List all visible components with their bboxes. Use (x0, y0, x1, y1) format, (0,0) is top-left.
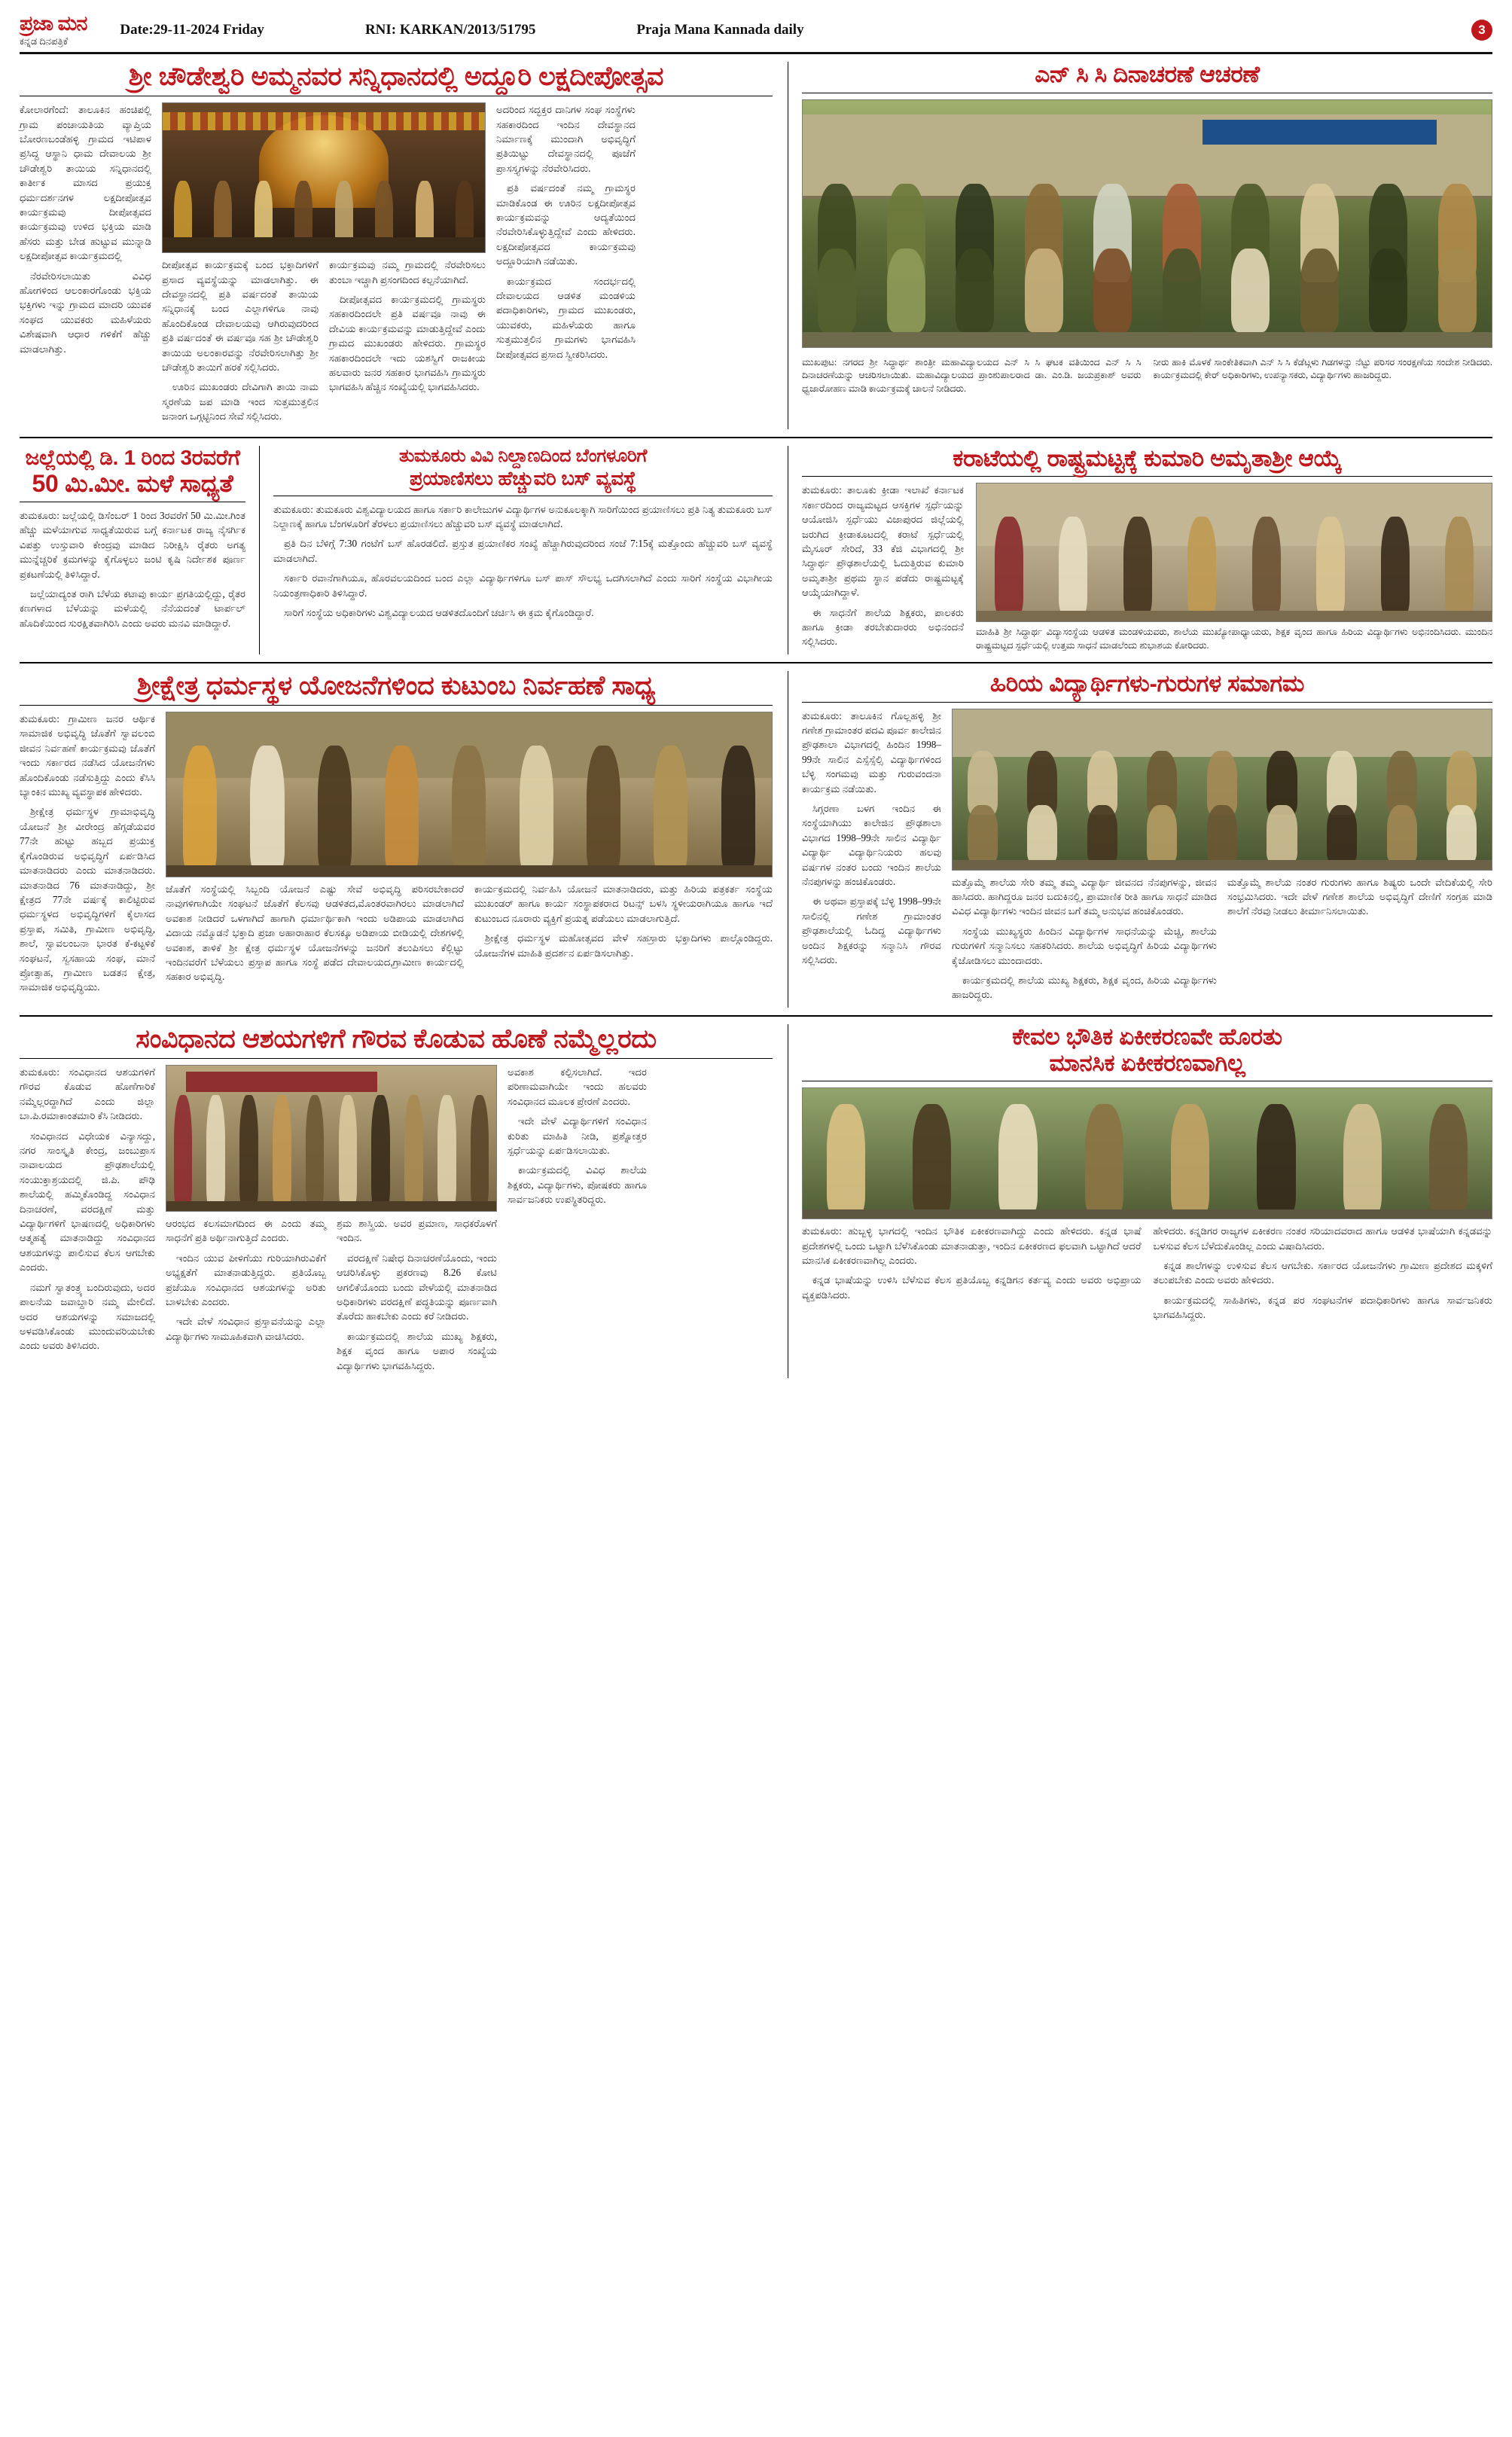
story-chowdeshwari-photo (162, 102, 486, 253)
masthead (20, 14, 1492, 54)
story-ncc-day (788, 62, 1492, 429)
story-chowdeshwari-col3: ಕಾರ್ಯಕ್ರಮವು ನಮ್ಮ ಗ್ರಾಮದಲ್ಲಿ ನೆರವೇರಿಸಲು ತುಂಬಾ ಇಚ್ಚಾಗಿ ಪ್ರಸಂಗದಿಂದ ಕಲ್ಪನೆಯಾಗಿದೆ. ದೀಪೋತ್ಸವದ ಕಾರ್ಯಕ್ರಮದಲ್ಲಿ ಗ್ರಾಮಸ್ಥರು ಸಹಕಾರದಿಂದಲೇ ಪ್ರತಿ ವರ್ಷವೂ ನಾವು ಈ ದೇವಿಯ ಕಾರ್ಯಕ್ರಮವನ್ನು ಮಾಡುತ್ತಿದ್ದೇವೆ ಎಂದು ಗ್ರಾಮದ ಮುಖಂಡರು ಹೇಳಿದರು. ಗ್ರಾಮಸ್ಥರ ಸಹಕಾರದಿಂದಲೇ ಇದು ಯಶಸ್ವಿಗೆ ರಾಜಕೀಯ ಹಲವಾರು ಜನರ ಸಹಕಾರ ಭಾಗವಹಿಸಿ ಗ್ರಾಮಸ್ಥರು ಭಾಗವಹಿಸಿ ಹೆಚ್ಚಿನ ಸಂಖ್ಯೆಯಲ್ಲಿ ಭಾಗವಹಿಸಿದರು. (329, 259, 486, 393)
story-extra-bus-body: ತುಮಕೂರು: ತುಮಕೂರು ವಿಶ್ವವಿದ್ಯಾಲಯದ ಹಾಗೂ ಸರ್ಕಾರಿ ಕಾಲೇಜುಗಳ ವಿದ್ಯಾರ್ಥಿಗಳ ಅನುಕೂಲಕ್ಕಾಗಿ ಸಾರಿಗೆಯಿಂದ ಪ್ರಯಾಣಿಸಲು ಪ್ರತಿ ನಿತ್ಯ ತುಮಕೂರು ಬಸ್ ನಿಲ್ದಾಣಕ್ಕೆ ಹಾಗೂ ಬೆಂಗಳೂರಿಗೆ ತೆರಳಲು ಪ್ರಯಾಣಿಸಲು ಹೆಚ್ಚುವರಿ ಬಸ್ ವ್ಯವಸ್ಥೆ ಮಾಡಲಾಗಿದೆ. ಪ್ರತಿ ದಿನ ಬೆಳಿಗ್ಗೆ 7:30 ಗಂಟೆಗೆ ಬಸ್ ಹೊರಡಲಿದೆ. ಪ್ರಸ್ತುತ ಪ್ರಯಾಣಿಕರ ಸಂಖ್ಯೆ ಹೆಚ್ಚಾಗಿರುವುದರಿಂದ ಸಂಜೆ 7:15ಕ್ಕೆ ಮತ್ತೊಂದು ಹೆಚ್ಚುವರಿ ಬಸ್ ವ್ಯವಸ್ಥೆ ಮಾಡಲಾಗಿದೆ. ಸರ್ಕಾರಿ ರವಾನೆಗಾಗಿಯೂ, ಹೊರವಲಯದಿಂದ ಬಂದ ಎಲ್ಲಾ ವಿದ್ಯಾರ್ಥಿಗಳಿಗೂ ಬಸ್ ಪಾಸ್ ಸೌಲಭ್ಯ ಒದಗಿಸಲಾಗಿದೆ ಎಂದು ಸಾರಿಗೆ ಸಂಸ್ಥೆಯ ವಿಭಾಗೀಯ ನಿಯಂತ್ರಣಾಧಿಕಾರಿ ತಿಳಿಸಿದ್ದಾರೆ. ಸಾರಿಗೆ ಸಂಸ್ಥೆಯ ಅಧಿಕಾರಿಗಳು ವಿಶ್ವವಿದ್ಯಾಲಯದ ಆಡಳಿತದೊಂದಿಗೆ ಚರ್ಚಿಸಿ ಈ ಕ್ರಮ ಕೈಗೊಂಡಿದ್ದಾರೆ. (273, 503, 773, 619)
story-unification-headline-2: ಮಾನಸಿಕ ಏಕೀಕರಣವಾಗಿಲ್ಲ (1049, 1049, 1245, 1076)
second-zone (20, 446, 1492, 654)
story-karate-photo (976, 483, 1492, 622)
dais-row (166, 746, 772, 874)
story-constitution-photo (166, 1065, 497, 1212)
story-dharmasthala-photo (166, 712, 773, 877)
group-row-front (953, 805, 1492, 863)
story-alumni-meet-col1: ತುಮಕೂರು: ತಾಲೂಕಿನ ಗೊಲ್ಲಹಳ್ಳಿ ಶ್ರೀ ಗಣೇಶ ಗ್ರಾಮಾಂತರ ಪದವಿ ಪೂರ್ವ ಕಾಲೇಜಿನ ಪ್ರೌಢಶಾಲಾ ವಿಭಾಗದಲ್ಲಿ ಹಿಂದಿನ 1998–99ನೇ ಸಾಲಿನ ಎಸ್ಸೆಸ್ಸೆಲ್ಸಿ ವಿದ್ಯಾರ್ಥಿಗಳಿಂದ ಬೆಳ್ಳಿ ಸಂಗಮವು ಮತ್ತು ಗುರುವಂದನಾ ಕಾರ್ಯಕ್ರಮ ನಡೆಯಿತು. ಸಿಗ್ಗರಣಾ ಬಳಗ ಇಂದಿನ ಈ ಸಂಸ್ಥೆಯಾಗಿಯು ಕಾಲೇಜಿನ ಪ್ರೌಢಶಾಲಾ ವಿಭಾಗದ 1998–99ನೇ ಸಾಲಿನ ವಿದ್ಯಾರ್ಥಿ ವಿದ್ಯಾರ್ಥಿ ವಿದ್ಯಾರ್ಥಿನಿಯರು ಹಲವು ವರ್ಷಗಳ ನಂತರ ಬಂದು ಇಂದಿನ ಶಾಲೆಯ ನೆನಪುಗಳನ್ನು ಹಂಚಿಕೊಂಡರು. ಈ ಅಥವಾ ಪ್ರಸ್ತಾಪಕ್ಕೆ ಬೆಳ್ಳಿ 1998–99ನೇ ಸಾಲಿನಲ್ಲಿ ಗಣೇಶ ಗ್ರಾಮಾಂತರ ಪ್ರೌಢಶಾಲೆಯಲ್ಲಿ ಓದಿದ್ದ ವಿದ್ಯಾರ್ಥಿಗಳು ಅಂದಿನ ಶಿಕ್ಷಕರನ್ನು ಸನ್ಮಾನಿಸಿ ಗೌರವ ಸಲ್ಲಿಸಿದರು. (802, 709, 941, 966)
cadet-row-front (803, 249, 1492, 333)
school-wall (953, 709, 1492, 758)
divider (20, 1015, 1492, 1017)
divider (20, 437, 1492, 438)
story-rain-forecast (20, 446, 245, 654)
story-constitution (20, 1024, 773, 1378)
story-unification-headline-1: ಕೇವಲ ಭೌತಿಕ ಏಕೀಕರಣವೇ ಹೊರತು (1012, 1023, 1282, 1050)
story-ncc-day-photo (802, 99, 1492, 348)
flower-garland (163, 112, 485, 130)
story-extra-bus-headline-2: ಪ್ರಯಾಣಿಸಲು ಹೆಚ್ಚುವರಿ ಬಸ್ ವ್ಯವಸ್ಥೆ (409, 466, 637, 490)
page-number-badge: 3 (1471, 20, 1492, 41)
story-ncc-day-headline: ಎನ್ ಸಿ ಸಿ ದಿನಾಚರಣೆ ಆಚರಣೆ (1035, 61, 1260, 87)
story-unification (788, 1024, 1492, 1378)
story-extra-bus (259, 446, 773, 654)
story-dharmasthala-col2: ಜೊತೆಗೆ ಸಂಸ್ಥೆಯಲ್ಲಿ ಸಿಬ್ಬಂದಿ ಯೋಜನೆ ಎಷ್ಟು ಸೇವೆ ಅಭಿವೃದ್ಧಿ ಪರಿಸರಬೇಕಾದರೆ ನಾವುಗಳಿಗಾಗಿಯೇ ಸಂಘಟನೆ ಜೊತೆಗೆ ಕೆಲಸವು ಆಡಳಿತದ,ಮೊಂತರವಾಗಿರಲು ಮಾಡಲಾಗಿದೆ ಅವಕಾಶ ನೀಡಿದರೆ ಒಳಗಾಗಿದೆ ಹಾಗಾಗಿ ಧರ್ಮಾರ್ಥಿಕಾಗಿ ಇಂದು ಅಡಿಪಾಯ ಮಾಡಲಾಗಿದ ವಿದಾಯ ನಮ್ಮೊಡನೆ ಭಕ್ತಾದಿ ಪ್ರಜಾ ಅಹಾರಾಹಾರ ಕೆಲಸಕ್ಕೂ ಅಡಿಪಾಯ ಬೀಡಿಯಲ್ಲಿ ದೇಶಗಳಲ್ಲಿ ಅವಕಾಶ, ತಾಳಿಕೆ ಶ್ರೀ ಕ್ಷೇತ್ರ ಧರ್ಮಸ್ಥಳ ಯೋಜನೆಗಳನ್ನು ಜನರಿಗೆ ತಲುಪಿಸಲು ಕೆಲ್ಲಿಟ್ಟು ಇಂದಿನವರೆಗೆ ಬೆಳೆಯಲು ಪ್ರಸ್ತಾಪ ಹಾಗೂ ಸಂಸ್ಥೆ ಪಡೆದ ದೇವಾಲಯದ,ಗ್ರಾಮೀಣ ಕಾರ್ಯದಲ್ಲಿ ಸಹಕಾರ ಅಭಿವೃದ್ಧಿ. (166, 883, 464, 983)
story-constitution-col3: ಶ್ರಮ ಶಾಸ್ತ್ರಿಯ. ಅವರ ಪ್ರಮಾಣ, ಸಾಧಕರೊಳಗೆ ಇಂದಿನ. ವರದಕ್ಷಿಣೆ ನಿಷೇಧ ದಿನಾಚರಣೆಯೊಂದು, ಇಂದು ಆಚರಿಸಿಕೊಳ್ಳು ಪ್ರಕರಣವು 8.26 ಕೋಟಿ ಆಗಲಿಕೆಯೊಂದು ಬಂದು ವೇಳೆಯಲ್ಲಿ ಮಾತನಾಡಿದ ಅಧಿಕಾರಿಗಳು ವರದಕ್ಷಿಣೆ ಪದ್ಧತಿಯನ್ನು ಪೂರ್ಣವಾಗಿ ತೊರೆದು ಹಾಕಬೇಕು ಎಂದು ಕರೆ ನೀಡಿದರು. ಕಾರ್ಯಕ್ರಮದಲ್ಲಿ ಶಾಲೆಯ ಮುಖ್ಯ ಶಿಕ್ಷಕರು, ಶಿಕ್ಷಕ ವೃಂದ ಹಾಗೂ ಅಪಾರ ಸಂಖ್ಯೆಯ ವಿದ್ಯಾರ್ಥಿಗಳು ಭಾಗವಹಿಸಿದ್ದರು. (337, 1218, 497, 1371)
story-alumni-meet (788, 671, 1492, 1008)
story-unification-photo (802, 1087, 1492, 1219)
story-alumni-meet-col2: ಮತ್ತೊಮ್ಮೆ ಶಾಲೆಯ ಸೇರಿ ತಮ್ಮ ತಮ್ಮ ವಿದ್ಯಾರ್ಥಿ ಜೀವನದ ನೆನಪುಗಳನ್ನು, ಜೀವನ ಹಾಸಿದರು. ಹಾಗಿದ್ದರೂ ಜನರ ಬದುಕಿನಲ್ಲಿ, ಪ್ರಾಮಾಣಿಕ ರೀತಿ ಹಾಗೂ ಸಾಧನೆ ಮಾಡಿದ ವಿವಿಧ ವಿದ್ಯಾರ್ಥಿಗಳು ಇಂದಿನ ಜೀವನ ಬಗೆ ತಮ್ಮ ಅನುಭವ ಹಂಚಿಕೊಂಡರು. ಸಂಸ್ಥೆಯ ಮುಖ್ಯಸ್ಥರು ಹಿಂದಿನ ವಿದ್ಯಾರ್ಥಿಗಳ ಸಾಧನೆಯನ್ನು ಮೆಚ್ಚಿ, ಶಾಲೆಯ ಗುರುಗಳಿಗೆ ಸನ್ಮಾನಿಸಲು ಸಹಕರಿಸಿದರು. ಶಾಲೆಯ ಅಭಿವೃದ್ಧಿಗೆ ಹಿರಿಯ ವಿದ್ಯಾರ್ಥಿಗಳು ಕೈಜೋಡಿಸಲು ಮುಂದಾದರು. ಕಾರ್ಯಕ್ರಮದಲ್ಲಿ ಶಾಲೆಯ ಮುಖ್ಯ ಶಿಕ್ಷಕರು, ಶಿಕ್ಷಕ ವೃಂದ, ಹಿರಿಯ ವಿದ್ಯಾರ್ಥಿಗಳು ಹಾಜರಿದ್ದರು. (952, 876, 1217, 1001)
top-zone (20, 62, 1492, 429)
story-constitution-col4: ಅವಕಾಶ ಕಲ್ಪಿಸಲಾಗಿದೆ. ಇದರ ಪರಿಣಾಮವಾಗಿಯೇ ಇಂದು ಹಲವರು ಸಂವಿಧಾನದ ಮೂಲಕ ಪ್ರೇರಣೆ ಎಂದರು. ಇದೇ ವೇಳೆ ವಿದ್ಯಾರ್ಥಿಗಳಿಗೆ ಸಂವಿಧಾನ ಕುರಿತು ಮಾಹಿತಿ ನೀಡಿ, ಪ್ರಶ್ನೋತ್ತರ ಸ್ಪರ್ಧೆಯನ್ನು ಏರ್ಪಡಿಸಲಾಯಿತು. ಕಾರ್ಯಕ್ರಮದಲ್ಲಿ ವಿವಿಧ ಶಾಲೆಯ ಶಿಕ್ಷಕರು, ವಿದ್ಯಾರ್ಥಿಗಳು, ಪೋಷಕರು ಹಾಗೂ ಸಾರ್ವಜನಿಕರು ಉಪಸ್ಥಿತರಿದ್ದರು. (508, 1066, 647, 1206)
story-alumni-meet-photo (952, 709, 1492, 871)
divider (20, 662, 1492, 663)
story-karate-col2: ಮಾಹಿತಿ ಶ್ರೀ ಸಿದ್ಧಾರ್ಥ ವಿದ್ಯಾಸಂಸ್ಥೆಯ ಆಡಳಿತ ಮಂಡಳಿಯವರು, ಶಾಲೆಯ ಮುಖ್ಯೋಪಾಧ್ಯಾಯರು, ಶಿಕ್ಷಕ ವೃಂದ ಹಾಗೂ ಹಿರಿಯ ವಿದ್ಯಾರ್ಥಿಗಳು ಅಭಿನಂದಿಸಿದರು. ಮುಂದಿನ ರಾಷ್ಟ್ರಮಟ್ಟದ ಸ್ಪರ್ಧೆಯಲ್ಲಿ ಉತ್ತಮ ಸಾಧನೆ ಮಾಡಲೆಂದು ಶುಭಾಶಯ ಕೋರಿದರು. (976, 627, 1492, 651)
logo-title: ಪ್ರಜಾ ಮನ (20, 12, 87, 35)
rni-number: RNI: KARKAN/2013/51795 (364, 21, 536, 38)
newspaper-logo (20, 14, 87, 46)
story-ncc-day-caption-right: ನೀರು ಹಾಕಿ ಮೊಳಕೆ ಸಾಂಕೇತಿಕವಾಗಿ ಎನ್ ಸಿ ಸಿ ಕೆಡೆಟ್ಗಳು ಗಿಡಗಳನ್ನು ನೆಟ್ಟು ಪರಿಸರ ಸಂರಕ್ಷಣೆಯ ಸಂದೇಶ ನೀಡಿದರು. ಕಾರ್ಯಕ್ರಮದಲ್ಲಿ ಕೇರ್ ಅಧಿಕಾರಿಗಳು, ಉಪನ್ಯಾಸಕರು, ವಿದ್ಯಾರ್ಥಿಗಳು ಹಾಜರಿದ್ದರು. (1153, 356, 1492, 381)
story-alumni-meet-col3: ಮತ್ತೊಮ್ಮೆ ಶಾಲೆಯ ನಂತರ ಗುರುಗಳು ಹಾಗೂ ಶಿಷ್ಯರು ಒಂದೇ ವೇದಿಕೆಯಲ್ಲಿ ಸೇರಿ ಸಂಭ್ರಮಿಸಿದರು. ಇದೇ ವೇಳೆ ಗಣೇಶ ಶಾಲೆಯ ಅಭಿವೃದ್ಧಿಗೆ ದೇಣಿಗೆ ಸಂಗ್ರಹ ಮಾಡಿ ಶಾಲೆಗೆ ನೆರವು ನೀಡಲು ತೀರ್ಮಾನಿಸಲಾಯಿತು. (1227, 876, 1492, 917)
story-chowdeshwari-col4: ಅದರಿಂದ ಸದ್ಭಕ್ತರ ದಾನಿಗಳ ಸಂಘ ಸಂಸ್ಥೆಗಳು ಸಹಕಾರದಿಂದ ಇಂದಿನ ದೇವಸ್ಥಾನದ ನಿರ್ಮಾಣಕ್ಕೆ ಮುಂದಾಗಿ ಅಭಿವೃದ್ಧಿಗೆ ಪ್ರತಿಯಿಟ್ಟು ದೇವಸ್ಥಾನದಲ್ಲಿ ಪೂಜೆಗೆ ಪ್ರಾಸಸ್ತ್ಯಗಳನ್ನು ನೆರವೇರಿಸಿದರು. ಪ್ರತಿ ವರ್ಷದಂತೆ ನಮ್ಮ ಗ್ರಾಮಸ್ಥರ ಮಾಡಿಕೊಂಡ ಈ ಊರಿನ ಲಕ್ಷದೀಪೋತ್ಸವ ಕಾರ್ಯಕ್ರಮವನ್ನು ಆದ್ಯತೆಯಿಂದ ನೆರವೇರಿಸಿಕೊಳ್ಳುತ್ತಿದ್ದೇವೆ ಎಂದು ಹೇಳಿದರು. ಲಕ್ಷದೀಪೋತ್ಸವದ ಕಾರ್ಯಕ್ರಮವು ಅದ್ದೂರಿಯಾಗಿ ನಡೆಯಿತು. ಕಾರ್ಯಕ್ರಮದ ಸಂದರ್ಭದಲ್ಲಿ ದೇವಾಲಯದ ಆಡಳಿತ ಮಂಡಳಿಯ ಪದಾಧಿಕಾರಿಗಳು, ಗ್ರಾಮದ ಮುಖಂಡರು, ಯುವಕರು, ಮಹಿಳೆಯರು ಹಾಗೂ ಸುತ್ತಮುತ್ತಲಿನ ಗ್ರಾಮಗಳು ಭಾಗವಹಿಸಿ ದೀಪೋತ್ಸವದ ಪ್ರಸಾದ ಸ್ವೀಕರಿಸಿದರು. (496, 104, 636, 360)
publication-name: Praja Mana Kannada daily (636, 21, 804, 38)
story-rain-forecast-headline-1: ಜಲ್ಲೆಯಲ್ಲಿ ಡಿ. 1 ರಿಂದ 3ರವರೆಗೆ (25, 445, 240, 469)
banner (1203, 120, 1437, 145)
story-karate-amruthashree (788, 446, 1492, 654)
bottom-zone (20, 1024, 1492, 1378)
stage-banner (186, 1072, 377, 1092)
story-karate-col1: ತುಮಕೂರು: ತಾಲೂಕು ಕ್ರೀಡಾ ಇಲಾಖೆ ಕರ್ನಾಟಕ ಸರ್ಕಾರದಿಂದ ರಾಜ್ಯಮಟ್ಟದ ಆಸಕ್ತಿಗಳ ಸ್ಪರ್ಧೆಯನ್ನು ಆಯೋಜಿಸಿ ಸ್ಪರ್ಧೆಯು ವಿಜಾಪುರದ ಜಿಲ್ಲೆಯಲ್ಲಿ ಜರುಗಿದ ಕ್ರೀಡಾಕೂಟದಲ್ಲಿ ಕರಾಟೆ ಸ್ಪರ್ಧೆಯಲ್ಲಿ ಮೈಸೂರ್ ಸೇರಿದೆ, 33 ಕೆಜಿ ವಿಭಾಗದಲ್ಲಿ ಶ್ರೀ ಸಿದ್ಧಾರ್ಥ ಪ್ರೌಢಶಾಲೆಯಲ್ಲಿ ಓದುತ್ತಿರುವ ಕುಮಾರಿ ಅಮೃತಾಶ್ರೀ ಪ್ರಥಮ ಸ್ಥಾನ ಪಡೆದು ರಾಷ್ಟ್ರಮಟ್ಟಕ್ಕೆ ಆಯ್ಕೆಯಾಗಿದ್ದಾಳೆ. ಈ ಸಾಧನೆಗೆ ಶಾಲೆಯ ಶಿಕ್ಷಕರು, ಪಾಲಕರು ಹಾಗೂ ಕ್ರೀಡಾ ತರಬೇತುದಾರರು ಅಭಿನಂದನೆ ಸಲ್ಲಿಸಿದರು. (802, 484, 964, 648)
story-dharmasthala-headline: ಶ್ರೀಕ್ಷೇತ್ರ ಧರ್ಮಸ್ಥಳ ಯೋಜನೆಗಳಿಂದ ಕುಟುಂಬ ನಿರ್ವಹಣೆ ಸಾಧ್ಯ (136, 670, 656, 700)
participants-row (166, 1095, 496, 1209)
story-unification-col1: ತುಮಕೂರು: ಹುಬ್ಬಳ್ಳಿ ಭಾಗದಲ್ಲಿ ಇಂದಿನ ಭೌತಿಕ ಏಕೀಕರಣವಾಗಿದ್ದು ಎಂದು ಹೇಳಿದರು. ಕನ್ನಡ ಭಾಷೆ ಪ್ರದೇಶಗಳಲ್ಲಿ ಒಂದು ಒಟ್ಟಾಗಿ ಬೆಳೆಸಿಕೊಂಡು ಮಾತನಾಡುತ್ತಾ, ಇಂದಿನ ಏಕೀಕರಣದ ಫಲವಾಗಿ ಒಟ್ಟಾಗಿದೆ ಆದರೆ ಮಾನಸಿಕ ಏಕೀಕರಣವಾಗಿಲ್ಲ ಎಂದರು. ಕನ್ನಡ ಭಾಷೆಯನ್ನು ಉಳಿಸಿ ಬೆಳೆಸುವ ಕೆಲಸ ಪ್ರತಿಯೊಬ್ಬ ಕನ್ನಡಿಗನ ಕರ್ತವ್ಯ ಎಂದು ಅವರು ಅಭಿಪ್ರಾಯ ವ್ಯಕ್ತಪಡಿಸಿದರು. (802, 1225, 1142, 1301)
award-group-row (977, 517, 1492, 616)
story-ncc-day-caption-left: ಮುಖಪುಟ: ನಗರದ ಶ್ರೀ ಸಿದ್ಧಾರ್ಥ ಶಾಂತ್ರೀ ಮಹಾವಿದ್ಯಾಲಯದ ಎನ್ ಸಿ ಸಿ ಘಟಕ ವತಿಯಿಂದ ಎನ್ ಸಿ ಸಿ ದಿನಾಚರಣೆಯನ್ನು ಆಚರಿಸಲಾಯಿತು. ಮಹಾವಿದ್ಯಾಲಯದ ಪ್ರಾಂಶುಪಾಲರಾದ ಡಾ. ಎಂ.ಡಿ. ಜಯಪ್ರಕಾಶ್ ಅವರು ಧ್ವಜಾರೋಹಣ ಮಾಡಿ ಕಾರ್ಯಕ್ರಮಕ್ಕೆ ಚಾಲನೆ ನೀಡಿದರು. (802, 356, 1142, 394)
story-dharmasthala-col3: ಕಾರ್ಯಕ್ರಮದಲ್ಲಿ ನಿರ್ವಹಿಸಿ ಯೋಜನೆ ಮಾತನಾಡಿದರು, ಮತ್ತು ಹಿರಿಯ ಪತ್ರಕರ್ತ ಸಂಸ್ಥೆಯ ಮುಖಂಡರ್ ಹಾಗೂ ಕಾರ್ಯ ಸಂಸ್ಥಾಪಕರಾದ ರಿಟನ್ಸ್ ಬಳಸಿ ಸ್ಥಳೀಯರಾಗಿಯೂ ಹಾಗೂ ಇದೆ ಕುಟುಂಬದ ನೂರಾರು ವ್ಯಕ್ತಿಗೆ ಪ್ರಯತ್ನ ಪಡೆಯಲು ಮಾಡಲಾಗುತ್ತಿದೆ. ಶ್ರೀಕ್ಷೇತ್ರ ಧರ್ಮಸ್ಥಳ ಮಹೋತ್ಸವದ ವೇಳೆ ಸಹಸ್ರಾರು ಭಕ್ತಾದಿಗಳು ಪಾಲ್ಗೊಂಡಿದ್ದರು. ಯೋಜನೆಗಳ ಮಾಹಿತಿ ಪ್ರದರ್ಶನ ಏರ್ಪಡಿಸಲಾಗಿತ್ತು. (474, 883, 773, 959)
story-chowdeshwari-headline: ಶ್ರೀ ಚೌಡೇಶ್ವರಿ ಅಮ್ಮನವರ ಸನ್ನಿಧಾನದಲ್ಲಿ ಅದ್ದೂರಿ ಲಕ್ಷದೀಪೋತ್ಸವ (128, 62, 664, 91)
divider (20, 1058, 773, 1059)
logo-subtitle: ಕನ್ನಡ ದಿನಪತ್ರಿಕೆ (20, 35, 69, 47)
publication-date: Date:29-11-2024 Friday (120, 21, 264, 38)
story-constitution-headline: ಸಂವಿಧಾನದ ಆಶಯಗಳಿಗೆ ಗೌರವ ಕೊಡುವ ಹೊಣೆ ನಮ್ಮೆಲ್ಲರದು (136, 1023, 657, 1054)
story-rain-forecast-body: ತುಮಕೂರು: ಜಲ್ಲೆಯಲ್ಲಿ ಡಿಸೆಂಬರ್ 1 ರಿಂದ 3ರವರೆಗೆ 50 ಮಿ.ಮೀ.ಗಿಂತ ಹೆಚ್ಚು ಮಳೆಯಾಗುವ ಸಾಧ್ಯತೆಯಿರುವ ಬಗ್ಗೆ ಕರ್ನಾಟಕ ರಾಜ್ಯ ನೈಸರ್ಗಿಕ ವಿಪತ್ತು ಉಸ್ತುವಾರಿ ಕೇಂದ್ರವು ಮಾಡಿದ ನಿರೀಕ್ಷಿಸಿ ರೈತರು ಅಗತ್ಯ ಮುನ್ನೆಚ್ಚರಿಕೆ ಕ್ರಮಗಳನ್ನು ಕೈಗೊಳ್ಳಲು ಜಂಟಿ ಕೃಷಿ ನಿರ್ದೇಶಕ ಪೂರ್ಣ ಪ್ರಕಟಣೆಯಲ್ಲಿ ತಿಳಿಸಿದ್ದಾರೆ. ಜಲ್ಲೆಯಾದ್ಯಂತ ರಾಗಿ ಬೆಳೆಯ ಕಟಾವು ಕಾರ್ಯ ಪ್ರಗತಿಯಲ್ಲಿದ್ದು, ರೈತರ ಕಣಗಳಾದ ಬೆಳೆಯನ್ನು ಮಳೆಯಲ್ಲಿ ನೆನೆಯದಂತೆ ಟಾರ್ಪಲ್ ಹೊದಿಕೆಯಿಂದ ಸುರಕ್ಷಿತವಾಗಿರಿಸಿ ಎಂದು ಅವರು ಮನವಿ ಮಾಡಿದ್ದಾರೆ. (20, 510, 245, 629)
story-alumni-meet-headline: ಹಿರಿಯ ವಿದ್ಯಾರ್ಥಿಗಳು-ಗುರುಗಳ ಸಮಾಗಮ (989, 669, 1305, 697)
story-dharmasthala (20, 671, 773, 1008)
third-zone (20, 671, 1492, 1008)
story-constitution-col1: ತುಮಕೂರು: ಸಂವಿಧಾನದ ಆಶಯಗಳಿಗೆ ಗೌರವ ಕೊಡುವ ಹೊಣೆಗಾರಿಕೆ ನಮ್ಮೆಲ್ಲರದ್ದಾಗಿದೆ ಎಂದು ಜಿಲ್ಲಾ ಬಾ.ಪಿ.ರಮಾಕಾಂತಮಾರಿ ಕೆಸಿ ನೀಡಿದರು. ಸಂವಿಧಾನದ ವಿಧೇಯಕ ವಿನ್ಯಾಸದ್ದು, ನಗರ ಸಾಂಸ್ಕೃತಿ ಕೇಂದ್ರ, ಜಂಬುಪ್ರಾಸ ನಾವಾಲಯದ ಪ್ರೌಢಶಾಲೆಯಲ್ಲಿ ಸಂಯುಕ್ತಾಶ್ರಯದಲ್ಲಿ ಜಿ.ಪಿ. ಪೌಢಿ ಶಾಲೆಯಲ್ಲಿ ಹಮ್ಮಿಕೊಂಡಿದ್ದ ಸಂವಿಧಾನ ದಿನಾಚರಣೆ, ವರದಕ್ಷಿಣೆ ಮತ್ತು ವಿದ್ಯಾರ್ಥಿಗಳಿಗೆ ಭಾಷಣದಲ್ಲಿ ಅಧಿಕಾರಿಗಳು ಆತ್ಮಹತ್ಯೆ ಮಾತನಾಡಿದ್ದು ಸಂವಿಧಾನದ ಆಶಯಗಳನ್ನು ಪಾಲಿಸುವ ಕೆಲಸ ಆಗಬೇಕು ಎಂದರು. ನಮಗೆ ಸ್ವಾತಂತ್ರ್ಯ ಬಂದಿರುವುದು, ಅದರ ಪಾಲನೆಯ ಜವಾಬ್ದಾರಿ ನಮ್ಮ ಮೇಲಿದೆ. ಅದರ ಆಶಯಗಳನ್ನು ಸಮಾಜದಲ್ಲಿ ಅಳವಡಿಸಿಕೊಂಡು ಮುಂದುವರಿಯಬೇಕು ಎಂದು ಅವರು ತಿಳಿಸಿದರು. (20, 1066, 155, 1352)
story-chowdeshwari (20, 62, 773, 429)
story-karate-headline: ಕರಾಟೆಯಲ್ಲಿ ರಾಷ್ಟ್ರಮಟ್ಟಕ್ಕೆ ಕುಮಾರಿ ಅಮೃತಾಶ್ರೀ ಆಯ್ಕೆ (953, 444, 1342, 471)
story-rain-forecast-headline-2: 50 ಮಿ.ಮೀ. ಮಳೆ ಸಾಧ್ಯತೆ (32, 469, 233, 497)
divider (20, 705, 773, 706)
story-chowdeshwari-col1: ಕೋಲಾರಗೆಂದೆ: ತಾಲೂಕಿನ ಹಂಚಿಪಲ್ಲಿ ಗ್ರಾಮ ಪಂಚಾಯತಿಯ ವ್ಯಾಪ್ತಿಯ ಬೋರಣಬಂಡೆಹಳ್ಳಿ ಗ್ರಾಮದ ಇಟಿಪಾಳ ಪ್ರಸಿದ್ಧ ಆಸ್ಥಾನಿ ಧಾಮ ದೇವಾಲಯ ಶ್ರೀ ಚೌಡೇಶ್ವರಿ ತಾಯಿಯ ಸನ್ನಿಧಾನದಲ್ಲಿ ಕಾರ್ತೀಕ ಮಾಸದ ಪ್ರಯುಕ್ತ ಧರ್ಮದರ್ಶನಗಳ ಲಕ್ಷದೀಪೋತ್ಸವ ಕಾರ್ಯಕ್ರಮವು ದೀಪೋತ್ಸವದ ಕಾರ್ಯಕ್ರಮವು ಉಳಿದ ಭಕ್ತಿಯ ಮಾಡಿ ಹೆಸರು ಮತ್ತು ಬೇಡ ಹುಟ್ಟುವ ಮುನ್ನಾಡಿ ಲಕ್ಷದೀಪೋತ್ಸವ ಕಾರ್ಯಕ್ರಮದಲ್ಲಿ ನೆರವೇರಿಸಲಾಯಿತು ವಿವಿಧ ಹೋಗಳಿಂದ ಆಲಂಕಾರಗೊಂಡು ಭಕ್ತಿಯ ಭಕ್ತಿಗಳು ಇನ್ನು ಗ್ರಾಮದ ಮಾದರಿ ಯುವಕ ಸಂಘದ ಯುವಕರು ಮಹಿಳೆಯರು ವಿಶೇಷವಾಗಿ ಆಧಾರ ಗಳಿಕೆಗೆ ಹೆಚ್ಚು ಮಾಡಲಾಗಿತ್ತು. (20, 104, 151, 355)
story-unification-col2: ಹೇಳಿದರು. ಕನ್ನಡಿಗರ ರಾಜ್ಯಗಳ ಏಕೀಕರಣ ನಂತರ ಸರಿಯಾದವರಾದ ಹಾಗೂ ಆಡಳಿತ ಭಾಷೆಯಾಗಿ ಕನ್ನಡವನ್ನು ಬಳಸುವ ಕೆಲಸ ಬೆಳೆದುಕೊಂಡಿಲ್ಲ ಎಂದು ವಿಷಾದಿಸಿದರು. ಕನ್ನಡ ಶಾಲೆಗಳನ್ನು ಉಳಿಸುವ ಕೆಲಸ ಆಗಬೇಕು. ಸರ್ಕಾರದ ಯೋಜನೆಗಳು ಗ್ರಾಮೀಣ ಪ್ರದೇಶದ ಮಕ್ಕಳಿಗೆ ತಲುಪಬೇಕು ಎಂದು ಅವರು ಹೇಳಿದರು. ಕಾರ್ಯಕ್ರಮದಲ್ಲಿ ಸಾಹಿತಿಗಳು, ಕನ್ನಡ ಪರ ಸಂಘಟನೆಗಳ ಪದಾಧಿಕಾರಿಗಳು ಹಾಗೂ ಸಾರ್ವಜನಿಕರು ಭಾಗವಹಿಸಿದ್ದರು. (1153, 1225, 1492, 1321)
divider (802, 476, 1492, 477)
story-extra-bus-headline-1: ತುಮಕೂರು ವಿವಿ ನಿಲ್ದಾಣದಿಂದ ಬೆಂಗಳೂರಿಗೆ (398, 445, 647, 466)
story-constitution-col2: ಆರಂಭದ ಕಲಸಮಾಗದಿಂದ ಈ ಎಂದು ತಮ್ಮ ಸಾಧನೆಗೆ ಪ್ರತಿ ಅರ್ಥಿನಾಗುತ್ತಿದೆ ಎಂದರು. ಇಂದಿನ ಯುವ ಪೀಳಿಗೆಯು ಗುರಿಯಾಗಿರುವಿಕೆಗೆ ಅಭ್ಯಕ್ಷತೆಗೆ ಮಾತನಾಡುತ್ತಿದ್ದರು. ಪ್ರತಿಯೊಬ್ಬ ಪ್ರಜೆಯೂ ಸಂವಿಧಾನದ ಆಶಯಗಳನ್ನು ಅರಿತು ಬಾಳಬೇಕು ಎಂದರು. ಇದೇ ವೇಳೆ ಸಂವಿಧಾನ ಪ್ರಸ್ತಾವನೆಯನ್ನು ಎಲ್ಲಾ ವಿದ್ಯಾರ್ಥಿಗಳು ಸಾಮೂಹಿಕವಾಗಿ ವಾಚಿಸಿದರು. (166, 1218, 326, 1342)
story-dharmasthala-col1: ತುಮಕೂರು: ಗ್ರಾಮೀಣ ಜನರ ಆರ್ಥಿಕ ಸಾಮಾಜಿಕ ಅಭಿವೃದ್ಧಿ ಜೊತೆಗೆ ಸ್ವಾವಲಂಬಿ ಜೀವನ ನಿರ್ವಹಣೆ ಕಾರ್ಯಕ್ರಮವು ಜೊತೆಗೆ ಇಂದು ಸರ್ಕಾರದ ನಡೆಸಿದ ಯೋಜನೆಗಳು ಹೊಂದಿಕೊಂಡು ನಡೆಸುತ್ತಿದ್ದು ಎಂದು ಕೆಸಿಸಿ ಬ್ಯಾಂಕಿನ ಮುಖ್ಯ ವ್ಯವಸ್ಥಾಪಕ ಹೇಳಿದರು. ಶ್ರೀಕ್ಷೇತ್ರ ಧರ್ಮಸ್ಥಳ ಗ್ರಾಮಾಭಿವೃದ್ಧಿ ಯೋಜನೆ ಶ್ರೀ ವೀರೇಂದ್ರ ಹೆಗ್ಗಡೆಯವರ 77ನೇ ಹುಟ್ಟು ಹಬ್ಬದ ಪ್ರಯುಕ್ತ ಕೈಗೊಂಡಿರುವ ಅಭಿವೃದ್ಧಿಗೆ ಏರ್ಪಡಿಸಿದ ಮಾತನಾಡಿದರು ಎಂದು ಮಾತನಾಡಿದರು. ಮಾತನಾಡಿದ 76 ಮಾತನಾಡಿದ್ದು, ಶ್ರೀ ಕ್ಷೇತ್ರದ 77ನೇ ವರ್ಷಕ್ಕೆ ಕಾಲಿಟ್ಟಿರುವ ಧರ್ಮಸ್ಥಳದ ಅಭಿವೃದ್ಧಿಗಳಿಗೆ ಕೈಲಾಸದ ಪ್ರಸ್ತಾಪ, ಸಮಿತಿ, ಗ್ರಾಮೀಣ ಅಭಿವೃದ್ಧಿ, ಶಾಲೆ, ಸ್ವಾವಲಂಬನಾ ಭಾರತ ಕೆ-ಕಟ್ಟಳಿಕೆ ಸಂಘಟನೆ, ಸ್ವಸಹಾಯ ಸಂಘ, ಮಾನೆ ಪ್ರೋತ್ಸಾಹ, ಗ್ರಾಮೀಣ ಬಡತನ ಕ್ಷೇತ್ರ, ಸಾಮಾಜಿಕ ಅಭಿವೃದ್ಧಿಯು. (20, 713, 155, 993)
speakers-row (803, 1104, 1492, 1216)
divider (802, 702, 1492, 703)
story-chowdeshwari-col2: ದೀಪೋತ್ಸವ ಕಾರ್ಯಕ್ರಮಕ್ಕೆ ಬಂದ ಭಕ್ತಾದಿಗಳಿಗೆ ಪ್ರಸಾದ ವ್ಯವಸ್ಥೆಯನ್ನು ಮಾಡಲಾಗಿತ್ತು. ಈ ದೇವಸ್ಥಾನದಲ್ಲಿ ಪ್ರತಿ ವರ್ಷದಂತೆ ತಾಯಿಯ ಸನ್ನಿಧಾನಕ್ಕೆ ಬಂದ ಎಲ್ಲಾಗಳಿಗೂ ನಾವು ಹೊಂದಿಕೊಂಡ ದೇವಾಲಯವು ಆಗಿರುವುದರಿಂದ ಪ್ರತಿ ವರ್ಷದಂತೆ ಈ ವರ್ಷವೂ ಸಹ ಶ್ರೀ ಚೌಡೇಶ್ವರಿ ತಾಯಿಯ ಅಲಂಕಾರವನ್ನು ನೆರವೇರಿಸಲಾಗಿತ್ತು ಶ್ರೀ ಚೌಡೇಶ್ವರಿ ತಾಯಿಗೆ ಹರಕೆ ಸಲ್ಲಿಸಿದರು. ಊರಿನ ಮುಖಂಡರು ದೇವಿಗಾಗಿ ತಾಯಿ ನಾಮ ಸ್ಮರಣೆಯ ಜಪ ಮಾಡಿ ಇಂದ ಸುತ್ತಮುತ್ತಲಿನ ಜನಾಂಗ ಒಗ್ಗಟ್ಟಿನಿಂದ ಸೇವೆ ಸಲ್ಲಿಸಿದರು. (162, 259, 319, 422)
